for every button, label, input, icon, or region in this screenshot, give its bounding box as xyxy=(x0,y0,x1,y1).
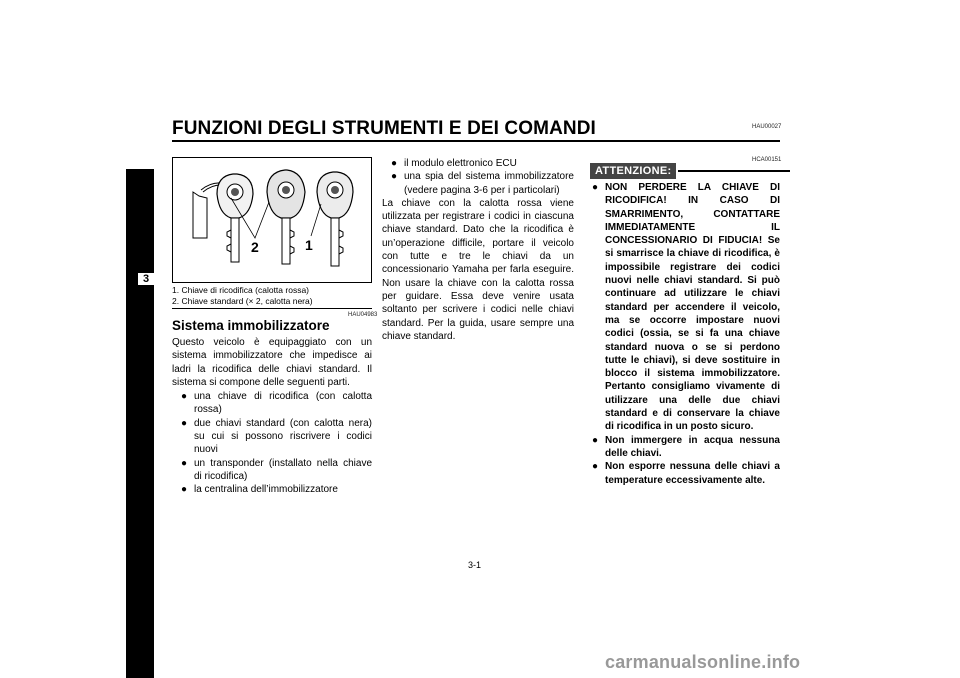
header-rule xyxy=(172,140,780,142)
list-item: ● il modulo elettronico ECU xyxy=(391,158,517,169)
page-title: FUNZIONI DEGLI STRUMENTI E DEI COMANDI xyxy=(172,118,596,139)
keys-illustration xyxy=(173,158,371,282)
bullet-icon: ● xyxy=(592,461,599,473)
bullet-icon: ● xyxy=(391,171,398,183)
bullet-icon: ● xyxy=(181,391,188,403)
bullet-icon: ● xyxy=(181,417,188,429)
bullet-icon: ● xyxy=(181,484,188,496)
intro-paragraph: Questo veicolo è equipaggiato con un sistema immobilizzatore che impedisce ai ladri la ricodifica delle chiavi standard. Il sistema si compone delle seguenti parti. xyxy=(172,337,372,388)
list-item: ● la centralina dell’immobilizzatore xyxy=(181,484,338,496)
recode-key-icon xyxy=(217,174,253,262)
standard-key-icon xyxy=(267,170,305,264)
left-column xyxy=(172,336,372,497)
caution-code: HCA00151 xyxy=(752,157,782,163)
caution-label: ATTENZIONE: xyxy=(590,163,676,179)
caution-header xyxy=(590,163,790,179)
caption-line-1: 1. Chiave di ricodifica (calotta rossa) xyxy=(172,285,310,295)
body-paragraph: La chiave con la calotta rossa viene utilizzata per registrare i codici in ciascuna chiave standard. Dato che la ricodifica è un’operazione difficile, portare il veicolo con tutte e tre le chiavi da un concessionario Yamaha per farla eseguire. Non usare la chiave con la calotta rossa per guidare. Essa deve venire usata soltanto per scrivere i codici nelle chiavi standard. Per la guida, usare sempre una chiave standard. xyxy=(382,197,574,342)
list-item: ● NON PERDERE LA CHIAVE DI RICODIFICA! IN CASO DI SMARRIMENTO, CONTATTARE IMMEDIATAMENTE IL CONCESSIONARIO DI FIDUCIA! Se si smarrisce la chiave di ricodifica, è impossibile registrare dei codici nuovi nelle chiavi standard. Si può continuare ad utilizzare le chiavi standard per accendere il veicolo, ma se occorre impostare nuovi codici (ossia, se si fa una chiave standard nuova o se si perdono tutte le chiavi), si deve sostituire in blocco il sistema immobilizzatore. Pertanto consigliamo vivamente di utilizzare una delle due chiavi standard e di conservare la chiave di ricodifica in un posto sicuro. xyxy=(592,182,780,433)
list-item: ● un transponder (installato nella chiave di ricodifica) xyxy=(181,457,372,482)
list-item: ● una chiave di ricodifica (con calotta rossa) xyxy=(181,391,372,416)
chapter-tab xyxy=(126,169,154,678)
bullet-icon: ● xyxy=(592,434,599,446)
figure-label-1: 1 xyxy=(305,237,313,253)
watermark: carmanualsonline.info xyxy=(605,652,801,672)
header-code: HAU00027 xyxy=(752,124,782,130)
section-code: HAU04983 xyxy=(348,312,378,318)
section-heading: Sistema immobilizzatore xyxy=(172,318,330,333)
list-item: ● una spia del sistema immobilizzatore (vedere pagina 3-6 per i particolari) xyxy=(391,171,574,196)
list-item: ● due chiavi standard (con calotta nera) su cui si possono riscrivere i codici nuovi xyxy=(181,417,372,456)
page-number: 3-1 xyxy=(468,560,482,570)
middle-column xyxy=(382,157,574,343)
list-item: ● Non esporre nessuna delle chiavi a temperature eccessivamente alte. xyxy=(592,461,780,486)
list-item: ● Non immergere in acqua nessuna delle chiavi. xyxy=(592,434,780,459)
chapter-number: 3 xyxy=(138,273,154,285)
caution-list xyxy=(592,181,780,487)
caption-rule xyxy=(172,308,372,309)
keys-figure xyxy=(172,157,372,283)
figure-caption xyxy=(172,285,313,307)
bullet-icon: ● xyxy=(181,457,188,469)
bullet-icon: ● xyxy=(391,158,398,169)
figure-label-2: 2 xyxy=(251,239,259,255)
standard-key-icon xyxy=(317,172,353,266)
caution-rule xyxy=(678,170,790,172)
caption-line-2: 2. Chiave standard (× 2, calotta nera) xyxy=(172,296,313,306)
bullet-icon: ● xyxy=(592,182,599,193)
